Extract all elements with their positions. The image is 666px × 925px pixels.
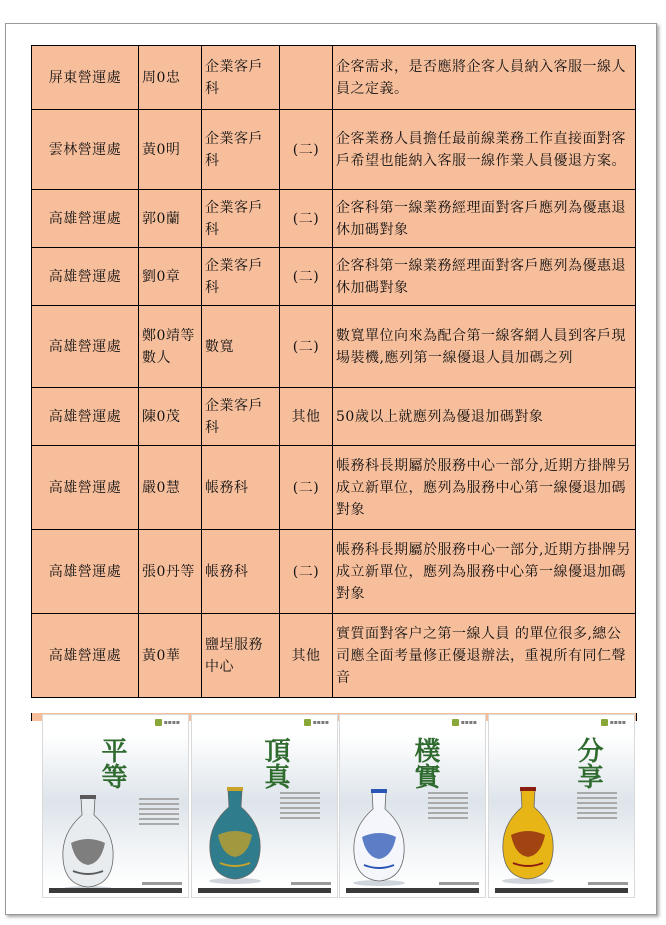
category-cell: 其他 [280, 614, 333, 698]
dept-cell: 帳務科 [202, 530, 280, 614]
vase-image [493, 785, 563, 885]
poster-footer [346, 888, 479, 893]
description-cell: 企客需求，是否應將企客人員納入客服一線人員之定義。 [333, 46, 636, 110]
table-row [32, 110, 636, 190]
table-row [32, 530, 636, 614]
poster-title: 平等 [97, 737, 127, 789]
poster-title: 樸實 [410, 737, 440, 789]
dept-cell: 企業客戶科 [202, 388, 280, 446]
description-cell: 帳務科長期屬於服務中心一部分,近期方掛牌另成立新單位，應列為服務中心第一線優退加碼對象 [333, 446, 636, 530]
category-cell: 其他 [280, 388, 333, 446]
office-cell: 高雄營運處 [32, 614, 139, 698]
category-cell: (二) [280, 530, 333, 614]
dept-cell: 企業客戶科 [202, 110, 280, 190]
category-cell: (二) [280, 110, 333, 190]
poster [191, 714, 338, 898]
category-cell: (二) [280, 248, 333, 306]
description-cell: 數寬單位向來為配合第一線客網人員到客戶現場裝機,應列第一線優退人員加碼之列 [333, 306, 636, 388]
table-row [32, 190, 636, 248]
dept-cell: 企業客戶科 [202, 190, 280, 248]
name-cell: 陳0茂 [139, 388, 202, 446]
description-cell: 帳務科長期屬於服務中心一部分,近期方掛牌另成立新單位，應列為服務中心第一線優退加碼對象 [333, 530, 636, 614]
vase-image [344, 787, 414, 887]
description-cell: 企客科第一線業務經理面對客戶應列為優惠退休加碼對象 [333, 190, 636, 248]
office-cell: 高雄營運處 [32, 248, 139, 306]
office-cell: 屏東營運處 [32, 46, 139, 110]
name-cell: 劉0章 [139, 248, 202, 306]
category-cell: (二) [280, 306, 333, 388]
poster [42, 714, 189, 898]
poster-footer [49, 888, 182, 893]
name-cell: 鄭0靖等數人 [139, 306, 202, 388]
poster-text-lines [139, 795, 179, 828]
name-cell: 張0丹等 [139, 530, 202, 614]
office-cell: 高雄營運處 [32, 530, 139, 614]
suggestion-table [31, 45, 636, 698]
name-cell: 嚴0慧 [139, 446, 202, 530]
poster-footer [495, 888, 628, 893]
name-cell: 郭0蘭 [139, 190, 202, 248]
table-row [32, 446, 636, 530]
poster-text-lines [577, 789, 617, 822]
table-row [32, 46, 636, 110]
description-cell: 企客業務人員擔任最前線業務工作直接面對客戶希望也能納入客服一線作業人員優退方案。 [333, 110, 636, 190]
poster-text-lines [280, 789, 320, 822]
category-cell: (二) [280, 190, 333, 248]
poster-title: 分享 [573, 737, 603, 789]
category-cell: (二) [280, 446, 333, 530]
vase-image [200, 785, 270, 885]
brand-logo: ▪▪▪▪ [601, 719, 626, 726]
poster-footer-mark [588, 882, 628, 885]
brand-logo: ▪▪▪▪ [304, 719, 329, 726]
description-cell: 企客科第一線業務經理面對客戶應列為優惠退休加碼對象 [333, 248, 636, 306]
poster-footer-mark [439, 882, 479, 885]
office-cell: 高雄營運處 [32, 446, 139, 530]
table-row [32, 388, 636, 446]
poster [339, 714, 486, 898]
dept-cell: 數寬 [202, 306, 280, 388]
brand-logo: ▪▪▪▪ [452, 719, 477, 726]
name-cell: 黃0明 [139, 110, 202, 190]
office-cell: 雲林營運處 [32, 110, 139, 190]
poster-strip [42, 714, 636, 896]
poster [488, 714, 635, 898]
table-row [32, 248, 636, 306]
name-cell: 黃0華 [139, 614, 202, 698]
description-cell: 50歲以上就應列為優退加碼對象 [333, 388, 636, 446]
table-row [32, 614, 636, 698]
poster-footer-mark [142, 882, 182, 885]
table-row [32, 306, 636, 388]
description-cell: 實質面對客户之第一線人員 的單位很多,總公司應全面考量修正優退辦法，重視所有同仁聲音 [333, 614, 636, 698]
vase-image [53, 793, 123, 893]
brand-logo: ▪▪▪▪ [155, 719, 180, 726]
office-cell: 高雄營運處 [32, 306, 139, 388]
office-cell: 高雄營運處 [32, 388, 139, 446]
poster-footer-mark [291, 882, 331, 885]
dept-cell: 企業客戶科 [202, 248, 280, 306]
office-cell: 高雄營運處 [32, 190, 139, 248]
dept-cell: 帳務科 [202, 446, 280, 530]
dept-cell: 企業客戶科 [202, 46, 280, 110]
poster-title: 頂真 [260, 737, 290, 789]
dept-cell: 鹽埕服務中心 [202, 614, 280, 698]
category-cell [280, 46, 333, 110]
poster-text-lines [428, 789, 468, 822]
name-cell: 周0忠 [139, 46, 202, 110]
poster-footer [198, 888, 331, 893]
